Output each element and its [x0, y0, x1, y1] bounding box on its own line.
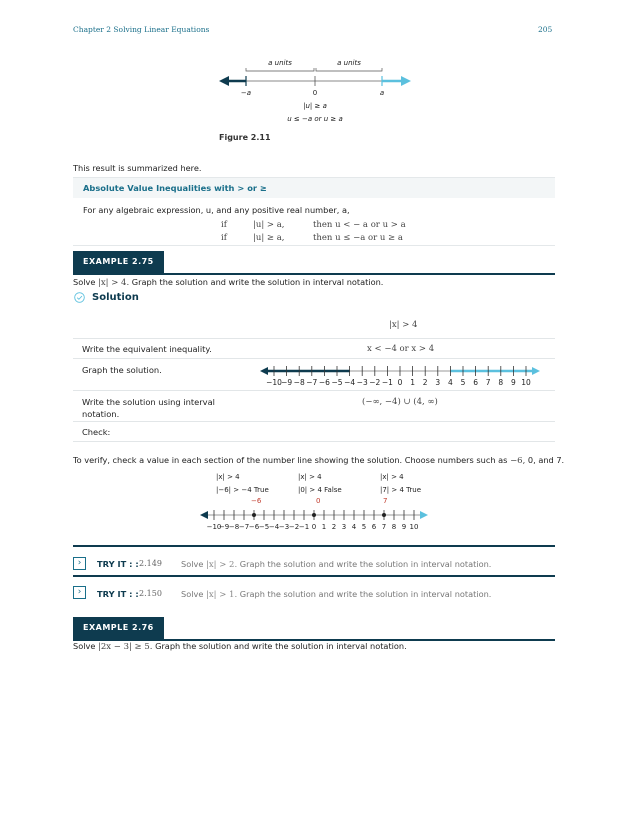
example-2-75-bar: [73, 251, 555, 275]
try-it-2-149-number: 2.149: [139, 559, 162, 568]
tick-label: −10: [266, 378, 282, 387]
check-point: [382, 513, 386, 517]
tick-label: 6: [473, 378, 478, 387]
prompt-text: Graph the solution and write the solution in interval notation.: [131, 277, 384, 287]
example-2-76-tab: EXAMPLE 2.76: [73, 617, 164, 639]
tick-label: 10: [521, 378, 531, 387]
check-point: [252, 513, 256, 517]
summary-box-body: [73, 198, 555, 246]
example-2-75-tab: EXAMPLE 2.75: [73, 251, 164, 273]
left-arrow-icon: [200, 511, 208, 519]
try2-math: |x| > 1.: [205, 590, 238, 600]
tick-label: −6: [248, 523, 260, 531]
solution-eq-top: |x| > 4: [389, 320, 418, 330]
verify-number-line: [200, 505, 428, 535]
row1-if: if: [221, 220, 227, 230]
tick-label: −9: [281, 378, 293, 387]
tick-label: −6: [318, 378, 330, 387]
units-bracket-right: [316, 68, 382, 71]
figure-inequality: |u| ≥ a: [303, 102, 327, 110]
tick-label: −4: [268, 523, 280, 531]
check1-value: −6: [251, 497, 262, 505]
step-check-label: Check:: [82, 427, 111, 437]
tick-label: 4: [448, 378, 453, 387]
try-it-2-149-label: TRY IT : :: [97, 559, 139, 569]
tick-label: 3: [435, 378, 441, 387]
check1-line2: |−6| > −4 True: [216, 486, 269, 494]
prompt2-math: |2x − 3| ≥ 5.: [97, 642, 153, 652]
summary-box-intro: For any algebraic expression, u, and any positive real number, a,: [83, 205, 350, 215]
row-divider: [73, 421, 555, 422]
units-left-label: a units: [268, 59, 292, 67]
page-number: 205: [538, 25, 553, 34]
tick-label: 8: [391, 523, 397, 531]
tick-label: 2: [331, 523, 337, 531]
prompt-math: |x| > 4.: [97, 278, 130, 288]
tick-label: −4: [344, 378, 356, 387]
tick-label: 7: [485, 378, 491, 387]
tick-label: −3: [356, 378, 368, 387]
tick-label: −3: [278, 523, 290, 531]
tick-label: −5: [331, 378, 343, 387]
try-it-2-150-number: 2.150: [139, 589, 162, 598]
check-circle-icon: [74, 292, 85, 303]
example-2-76-bar: [73, 617, 555, 641]
prompt-solve: Solve: [73, 277, 96, 287]
tick-label: −1: [381, 378, 393, 387]
tick-label: −5: [258, 523, 270, 531]
tick-label: 1: [410, 378, 415, 387]
row2-if: if: [221, 233, 227, 243]
row-divider: [73, 358, 555, 359]
right-arrow-icon: [401, 76, 411, 86]
tick-label: −10: [206, 523, 222, 531]
summary-box-title: Absolute Value Inequalities with > or ≥: [83, 183, 267, 193]
try2-rest: Graph the solution and write the solution in interval notation.: [239, 589, 492, 599]
verify-n2: 0, and 7.: [527, 455, 565, 465]
tick-label: −9: [218, 523, 230, 531]
tick-label: −7: [306, 378, 318, 387]
left-arrow-icon: [219, 76, 229, 86]
tick-label: −8: [293, 378, 305, 387]
tick-label: −2: [369, 378, 381, 387]
verify-text: To verify, check a value in each section of the number line showing the solution. Choose numbers such as: [73, 455, 508, 465]
chapter-header: Chapter 2 Solving Linear Equations: [73, 25, 210, 34]
check2-line1: |x| > 4: [298, 473, 322, 481]
units-bracket-left: [246, 68, 314, 71]
example-2-75-prompt: [73, 277, 383, 288]
tick-label: −1: [298, 523, 310, 531]
try1-solve: Solve: [181, 559, 204, 569]
check1-line1: |x| > 4: [216, 473, 240, 481]
right-arrow-icon: [420, 511, 428, 519]
solution-number-line: [256, 360, 546, 390]
check2-line2: |0| > 4 False: [298, 486, 342, 494]
tick-label-zero: 0: [312, 89, 318, 97]
step-graph-label: Graph the solution.: [82, 365, 162, 375]
row1-then: then u < − a or u > a: [313, 220, 406, 230]
row1-condition: |u| > a,: [253, 220, 285, 230]
tick-label: 9: [511, 378, 516, 387]
step-equivalent-math: x < −4 or x > 4: [367, 344, 435, 354]
row-divider: [73, 390, 555, 391]
try-it-2-150-expand-button[interactable]: ›: [73, 586, 86, 599]
tick-label: 0: [311, 523, 317, 531]
example-2-76-prompt: [73, 641, 407, 652]
check3-line2: |7| > 4 True: [380, 486, 422, 494]
figure-caption: Figure 2.11: [219, 133, 271, 142]
tick-label: 2: [422, 378, 428, 387]
row2-then: then u ≤ −a or u ≥ a: [313, 233, 403, 243]
step-interval-label: Write the solution using interval notation.: [82, 397, 215, 419]
solution-heading: Solution: [92, 292, 139, 303]
try1-math: |x| > 2.: [205, 560, 238, 570]
try-it-2-149-expand-button[interactable]: ›: [73, 557, 86, 570]
tick-label: 0: [397, 378, 403, 387]
tick-label: 1: [321, 523, 327, 531]
summary-box-header: [73, 177, 555, 199]
row-divider: [73, 441, 555, 442]
prompt2-solve: Solve: [73, 641, 96, 651]
units-right-label: a units: [337, 59, 361, 67]
check2-value: 0: [316, 497, 321, 505]
try2-solve: Solve: [181, 589, 204, 599]
tick-label: 8: [498, 378, 504, 387]
tick-label: 6: [371, 523, 377, 531]
right-arrow-icon: [532, 367, 540, 375]
tick-label: 7: [381, 523, 387, 531]
tick-label: 3: [341, 523, 347, 531]
check3-value: 7: [383, 497, 388, 505]
left-arrow-icon: [260, 367, 268, 375]
try-it-divider: [73, 545, 555, 547]
figure-equivalent: u ≤ −a or u ≥ a: [287, 115, 343, 123]
try-it-2-150-label: TRY IT : :: [97, 589, 139, 599]
tick-label: 5: [460, 378, 466, 387]
tick-label: −2: [288, 523, 300, 531]
tick-label: 4: [351, 523, 357, 531]
verify-paragraph: [73, 455, 564, 466]
try-it-2-149-text: [181, 559, 491, 570]
tick-label: 5: [361, 523, 367, 531]
try-it-2-150-text: [181, 589, 491, 600]
tick-label-neg-a: −a: [240, 89, 252, 97]
prompt2-text: Graph the solution and write the solution in interval notation.: [155, 641, 407, 651]
row-divider: [73, 338, 555, 339]
check3-line1: |x| > 4: [380, 473, 404, 481]
figure-number-line: [215, 52, 415, 127]
verify-n1: −6,: [510, 456, 526, 466]
tick-label: 10: [409, 523, 419, 531]
try-it-divider: [73, 575, 555, 577]
tick-label: 9: [401, 523, 407, 531]
try1-rest: Graph the solution and write the solution in interval notation.: [239, 559, 492, 569]
tick-label: −8: [228, 523, 240, 531]
row2-condition: |u| ≥ a,: [253, 233, 285, 243]
tick-label-a: a: [379, 89, 385, 97]
step-interval-math: (−∞, −4) ∪ (4, ∞): [362, 397, 438, 407]
tick-label: −7: [238, 523, 250, 531]
check-point: [312, 513, 316, 517]
step-equivalent-label: Write the equivalent inequality.: [82, 344, 212, 354]
summary-intro: This result is summarized here.: [73, 163, 202, 173]
